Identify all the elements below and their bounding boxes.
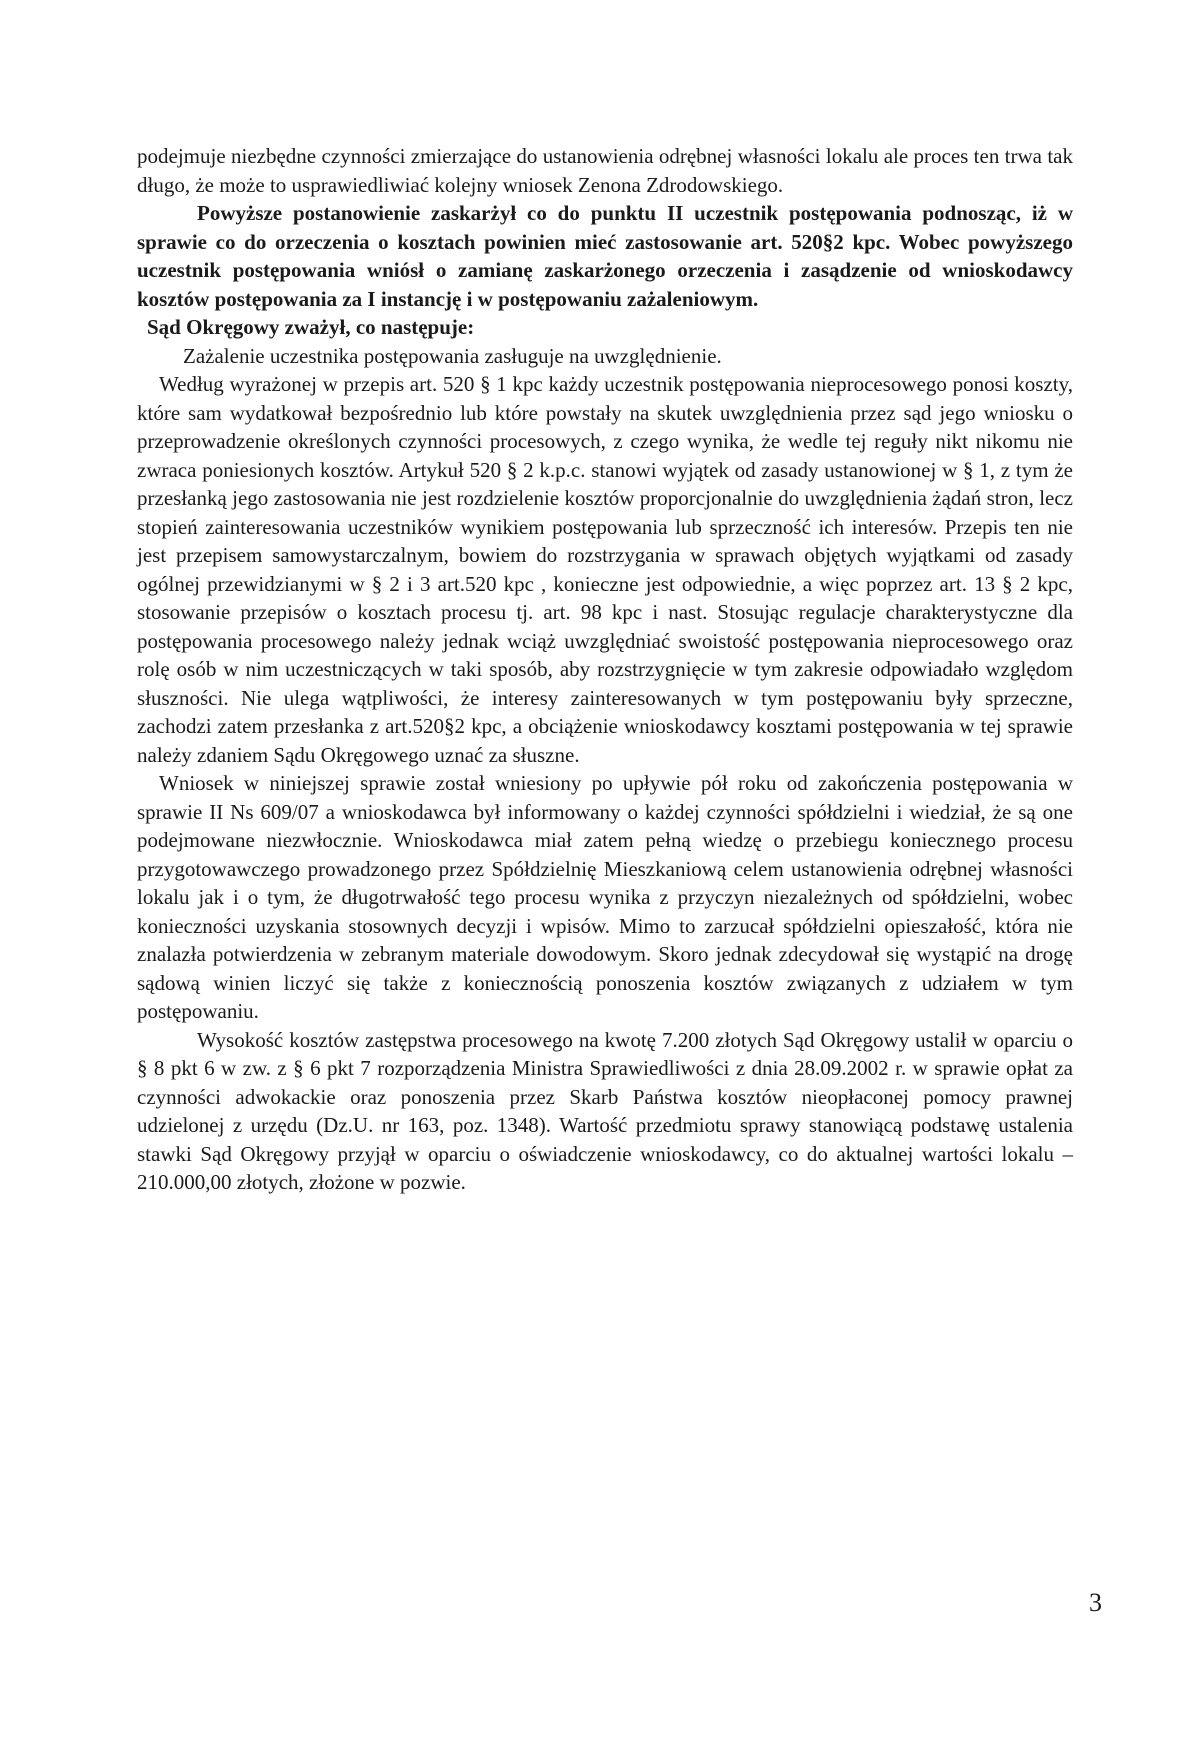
body-paragraph-3: Wniosek w niniejszej sprawie został wniesiony po upływie pół roku od zakończenia postępowania w sprawie II Ns 609/07 a wnioskodawca był informowany o każdej czynności spółdzielni i wiedział, że są one podejmowane niezwłocznie. Wnioskodawca miał zatem pełną wiedzę o przebiegu koniecznego procesu przygotowawczego prowadzonego przez Spółdzielnię Mieszkaniową celem ustanowienia odrębnej własności lokalu jak i o tym, że długotrwałość tego procesu wynika z przyczyn niezależnych od spółdzielni, wobec konieczności uzyskania stosownych decyzji i wpisów. Mimo to zarzucał spółdzielni opieszałość, która nie znalazła potwierdzenia w zebranym materiale dowodowym. Skoro jednak zdecydował się wystąpić na drogę sądową winien liczyć się także z koniecznością ponoszenia kosztów związanych z udziałem w tym postępowaniu. (137, 771, 1073, 1023)
appeal-paragraph: Powyższe postanowienie zaskarżył co do punktu II uczestnik postępowania podnosząc, iż w sprawie co do orzeczenia o kosztach powinien mieć zastosowanie art. 520§2 kpc. Wobec powyższego uczestnik postępowania wniósł o zamianę zaskarżonego orzeczenia i zasądzenie od wnioskodawcy kosztów postępowania za I instancję i w postępowaniu zażaleniowym. (137, 201, 1073, 311)
page-number: 3 (1089, 1588, 1102, 1617)
body-paragraph-2: Według wyrażonej w przepis art. 520 § 1 kpc każdy uczestnik postępowania nieprocesowego ponosi koszty, które sam wydatkował bezpośrednio lub które powstały na skutek uwzględnienia przez sąd jego wniosku o przeprowadzenie określonych czynności procesowych, z czego wynika, że wedle tej reguły nikt nikomu nie zwraca poniesionych kosztów. Artykuł 520 § 2 k.p.c. stanowi wyjątek od zasady ustanowionej w § 1, z tym że przesłanką jego zastosowania nie jest rozdzielenie kosztów proporcjonalnie do uwzględnienia żądań stron, lecz stopień zainteresowania uczestników wynikiem postępowania lub sprzeczność ich interesów. Przepis ten nie jest przepisem samowystarczalnym, bowiem do rozstrzygania w sprawach objętych wyjątkami od zasady ogólnej przewidzianymi w § 2 i 3 art.520 kpc , konieczne jest odpowiednie, a więc poprzez art. 13 § 2 kpc, stosowanie przepisów o kosztach procesu tj. art. 98 kpc i nast. Stosując regulacje charakterystyczne dla postępowania procesowego należy jednak wciąż uwzględniać swoistość postępowania nieprocesowego oraz rolę osób w nim uczestniczących w taki sposób, aby rozstrzygnięcie w tym zakresie odpowiadało względom słuszności. Nie ulega wątpliwości, że interesy zainteresowanych w tym postępowaniu były sprzeczne, zachodzi zatem przesłanka z art.520§2 kpc, a obciążenie wnioskodawcy kosztami postępowania w tej sprawie należy zdaniem Sądu Okręgowego uznać za słuszne. (137, 372, 1073, 767)
body-paragraph-1: Zażalenie uczestnika postępowania zasługuje na uwzględnienie. (183, 343, 722, 368)
body-paragraph-4: Wysokość kosztów zastępstwa procesowego na kwotę 7.200 złotych Sąd Okręgowy ustalił w oparciu o § 8 pkt 6 w zw. z § 6 pkt 7 rozporządzenia Ministra Sprawiedliwości z dnia 28.09.2002 r. w sprawie opłat za czynności adwokackie oraz ponoszenia przez Skarb Państwa kosztów nieopłaconej pomocy prawnej udzielonej z urzędu (Dz.U. nr 163, poz. 1348). Wartość przedmiotu sprawy stanowiącą podstawę ustalenia stawki Sąd Okręgowy przyjął w oparciu o oświadczenie wnioskodawcy, co do aktualnej wartości lokalu – 210.000,00 złotych, złożone w pozwie. (137, 1027, 1073, 1194)
section-heading: Sąd Okręgowy zważył, co następuje: (147, 315, 475, 339)
document-page (137, 142, 1073, 1197)
intro-paragraph: podejmuje niezbędne czynności zmierzające do ustanowienia odrębnej własności lokalu ale proces ten trwa tak długo, że może to usprawiedliwiać kolejny wniosek Zenona Zdrodowskiego. (137, 144, 1073, 197)
